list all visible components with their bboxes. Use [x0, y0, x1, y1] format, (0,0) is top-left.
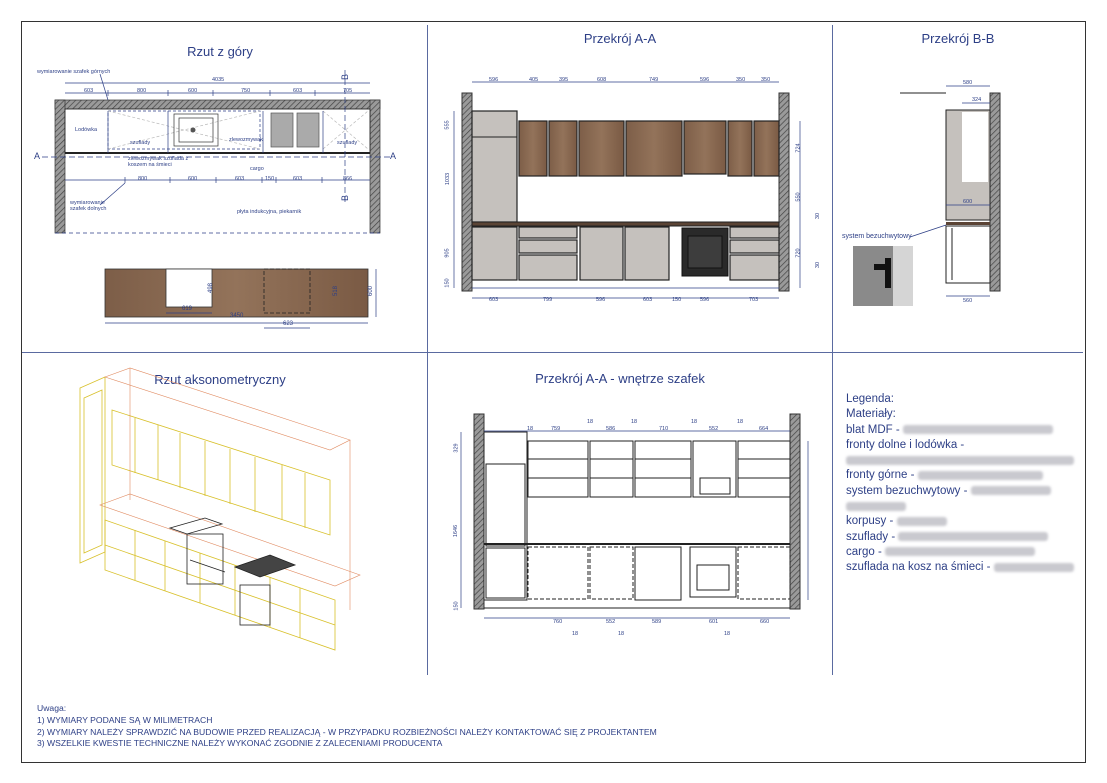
- label-upper-cabinets: wymiarowanie szafek górnych: [37, 69, 111, 75]
- legend-label: fronty górne -: [846, 469, 915, 482]
- int-bottom-4: 660: [760, 619, 770, 625]
- label-drawers-right: szuflady: [337, 140, 358, 146]
- dim-top-0: 603: [84, 88, 94, 94]
- int-top-1: 586: [606, 426, 616, 432]
- bb-handle-label: system bezuchwytowy: [842, 233, 912, 240]
- int-top-4: 664: [759, 426, 769, 432]
- int-top-2: 710: [659, 426, 669, 432]
- int-bottom-0: 760: [553, 619, 563, 625]
- label-hob: płyta indukcyjna, piekarnik: [237, 209, 302, 215]
- aa-bottom-1: 799: [543, 297, 553, 303]
- legend-item-6: [846, 545, 1076, 560]
- note-line-2: 2) WYMIARY NALEŻY SPRAWDZIĆ NA BUDOWIE PRZED REALIZACJĄ - W PRZYPADKU ROZBIEŻNOŚCI NALEŻY KONTAKTOWAĆ SIĘ Z PROJEKTANTEM: [37, 726, 657, 737]
- int-small-4: 18: [737, 419, 744, 425]
- title-top-view: Rzut z góry: [187, 44, 253, 59]
- aa-right-4: 30: [815, 261, 822, 269]
- redacted-value: [918, 471, 1043, 480]
- aa-bottom-0: 603: [489, 297, 499, 303]
- redacted-value: [846, 502, 906, 511]
- label-lower-cabinets: wymiarowanie szafek dolnych: [70, 200, 107, 212]
- dim-top-1: 800: [137, 88, 147, 94]
- aa-bottom-5: 596: [700, 297, 710, 303]
- aa-top-3: 608: [597, 77, 607, 83]
- title-axonometric: Rzut aksonometryczny: [154, 372, 286, 387]
- dim-top-4: 603: [293, 88, 303, 94]
- redacted-value: [897, 517, 947, 526]
- aa-left-1: 1033: [445, 172, 452, 186]
- section-mark-b-bottom: B: [340, 194, 351, 202]
- ct-depth-c: 600: [368, 285, 375, 297]
- dim-bottom-3: 150: [265, 176, 275, 182]
- legend-materials: Materiały:: [846, 408, 896, 421]
- aa-bottom-4: 150: [672, 297, 682, 303]
- note-line-3: 3) WSZELKIE KWESTIE TECHNICZNE NALEŻY WYKONAĆ ZGODNIE Z ZALECENIAMI PRODUCENTA: [37, 738, 443, 749]
- aa-right-0: 724: [795, 143, 802, 153]
- redacted-value: [898, 532, 1048, 541]
- label-sink: zlewozmywak: [229, 137, 263, 143]
- int-small-3: 18: [691, 419, 698, 425]
- aa-right-2: 30: [815, 212, 822, 220]
- legend-item-3-value: [846, 499, 1076, 514]
- aa-bottom-6: 703: [749, 297, 759, 303]
- aa-top-6: 350: [736, 77, 746, 83]
- legend-label: fronty dolne i lodówka -: [846, 438, 965, 451]
- ct-depth-b: 518: [333, 285, 340, 297]
- legend-label: blat MDF -: [846, 423, 900, 436]
- bb-dim-1: 324: [972, 97, 982, 103]
- redacted-value: [885, 547, 1035, 556]
- legend-item-2: [846, 468, 1076, 483]
- legend-item-1: [846, 438, 1076, 453]
- label-drawers-left: szuflady: [130, 140, 151, 146]
- ct-depth-a: 498: [208, 282, 215, 294]
- dim-bottom-1: 600: [188, 176, 198, 182]
- legend-item-0: [846, 423, 1076, 438]
- legend-item-3: [846, 484, 1076, 499]
- aa-right-1: 550: [795, 192, 802, 202]
- redacted-value: [971, 486, 1051, 495]
- int-bottom-1: 552: [606, 619, 616, 625]
- aa-left-0: 555: [444, 120, 451, 130]
- ct-length: 3450: [230, 313, 244, 319]
- int-small-2: 18: [631, 419, 638, 425]
- int-small-0: 18: [527, 426, 534, 432]
- aa-top-7: 350: [761, 77, 771, 83]
- int-top-0: 759: [551, 426, 561, 432]
- section-mark-b-top: B: [340, 73, 351, 81]
- legend: [846, 392, 1076, 576]
- bb-dim-0: 580: [963, 80, 973, 86]
- section-mark-a-left: A: [34, 151, 41, 161]
- bb-dim-2: 600: [963, 199, 973, 205]
- legend-label: szuflada na kosz na śmieci -: [846, 561, 991, 574]
- dim-bottom-5: 866: [343, 176, 353, 182]
- int-small-1: 18: [587, 419, 594, 425]
- dim-bottom-0: 800: [138, 176, 148, 182]
- legend-title: Legenda:: [846, 393, 894, 405]
- dim-bottom-2: 603: [235, 176, 245, 182]
- legend-item-5: [846, 530, 1076, 545]
- redacted-value: [846, 456, 1074, 465]
- int-bottom-2: 589: [652, 619, 662, 625]
- dim-top-5: 705: [343, 88, 353, 94]
- dim-total: 4035: [212, 77, 225, 83]
- notes: [37, 703, 657, 750]
- legend-item-4: [846, 514, 1076, 529]
- aa-right-3: 720: [795, 248, 802, 258]
- legend-label: cargo -: [846, 545, 882, 558]
- legend-label: system bezuchwytowy -: [846, 484, 968, 497]
- ct-cut1: 619: [182, 306, 193, 312]
- int-small-6: 18: [618, 631, 625, 637]
- int-left-0: 329: [453, 443, 460, 453]
- int-left-2: 150: [453, 601, 460, 611]
- redacted-value: [903, 425, 1053, 434]
- note-line-1: 1) WYMIARY PODANE SĄ W MILIMETRACH: [37, 714, 213, 725]
- legend-label: szuflady -: [846, 530, 896, 543]
- dim-bottom-4: 603: [293, 176, 303, 182]
- int-small-7: 18: [724, 631, 731, 637]
- legend-item-7: [846, 560, 1076, 575]
- aa-top-2: 395: [559, 77, 569, 83]
- title-section-aa-interior: Przekrój A-A - wnętrze szafek: [535, 371, 705, 386]
- int-top-3: 552: [709, 426, 719, 432]
- aa-top-0: 596: [489, 77, 499, 83]
- int-bottom-3: 601: [709, 619, 719, 625]
- label-fridge: Lodówka: [75, 127, 98, 133]
- legend-item-1-value: [846, 453, 1076, 468]
- aa-bottom-3: 603: [643, 297, 653, 303]
- int-left-1: 1646: [453, 524, 460, 538]
- title-section-aa: Przekrój A-A: [583, 31, 657, 46]
- bb-dim-3: 560: [963, 298, 973, 304]
- notes-title: Uwaga:: [37, 703, 67, 713]
- label-cargo: cargo: [250, 166, 264, 172]
- section-mark-a-right: A: [390, 151, 397, 161]
- title-section-bb: Przekrój B-B: [921, 31, 995, 46]
- aa-bottom-2: 596: [596, 297, 606, 303]
- dim-top-2: 600: [188, 88, 198, 94]
- ct-cut2: 623: [283, 321, 294, 327]
- aa-top-4: 749: [649, 77, 659, 83]
- aa-left-2: 905: [444, 248, 451, 258]
- legend-label: korpusy -: [846, 515, 894, 528]
- aa-top-5: 596: [700, 77, 710, 83]
- redacted-value: [994, 563, 1074, 572]
- label-bin: zlewozmywak szuflada z koszem na śmieci: [128, 156, 189, 168]
- dim-top-3: 750: [241, 88, 251, 94]
- aa-left-3: 150: [444, 278, 451, 288]
- aa-top-1: 405: [529, 77, 539, 83]
- int-small-5: 18: [572, 631, 579, 637]
